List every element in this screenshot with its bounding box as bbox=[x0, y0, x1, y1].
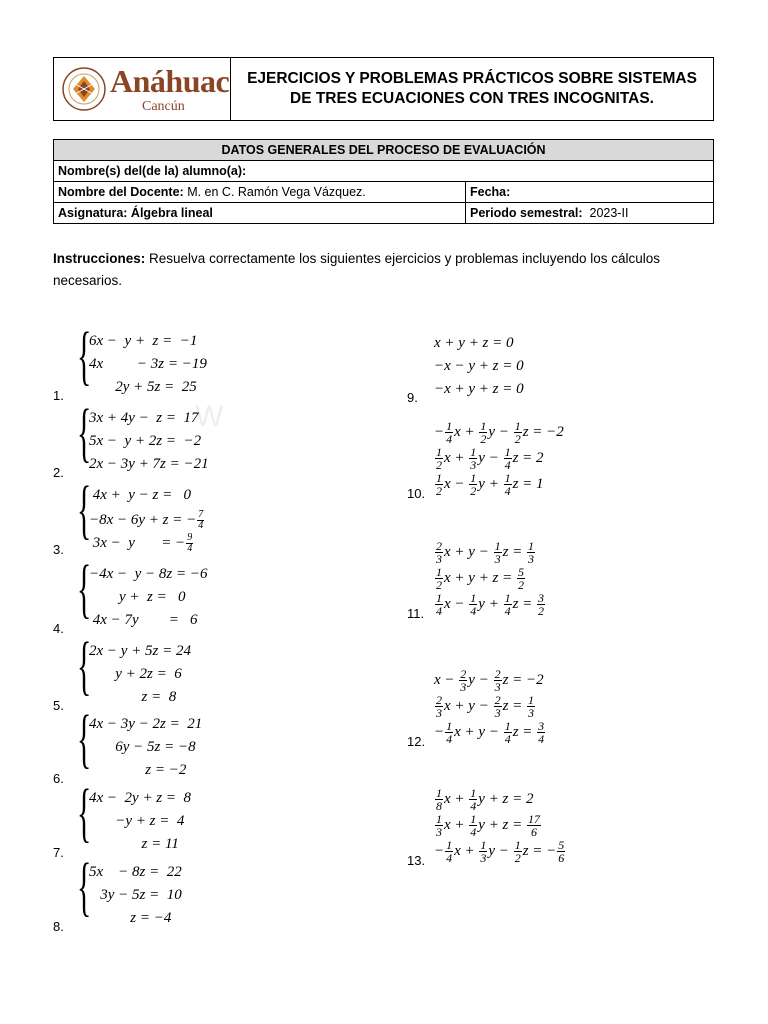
fraction: $\frac{1}{2}$ bbox=[470, 471, 477, 498]
equation: 4x + y − z = 0 bbox=[89, 487, 192, 503]
date-field: Fecha: bbox=[466, 182, 714, 203]
period-value: 2023-II bbox=[589, 206, 629, 220]
equation: $\frac{1}{8}$ x + $\frac{1}{4}$ y + z = 2 bbox=[436, 786, 534, 813]
problem-number: 4. bbox=[53, 621, 64, 636]
equation: − $\frac{1}{4}$ x + $\frac{1}{2}$ y − $\frac{1}{2}$ z = −2 bbox=[434, 419, 564, 446]
fraction: $\frac{1}{4}$ bbox=[446, 719, 453, 746]
student-name-field: Nombre(s) del(de la) alumno(a): bbox=[54, 161, 714, 182]
equation: −8x − 6y + z = − $\frac{7}{4}$ bbox=[89, 509, 204, 531]
logo bbox=[54, 58, 231, 120]
equation: −4x − y − 8z = −6 bbox=[89, 566, 208, 582]
equation: −x − y + z = 0 bbox=[434, 358, 524, 374]
equation: $\frac{2}{3}$ x + y − $\frac{1}{3}$ z = $\frac{1}{3}$ bbox=[436, 539, 535, 566]
document-title: EJERCICIOS Y PROBLEMAS PRÁCTICOS SOBRE SISTEMAS DE TRES ECUACIONES CON TRES INCOGNITAS. bbox=[247, 70, 697, 107]
equation: $\frac{1}{2}$ x + y + z = $\frac{5}{2}$ bbox=[436, 565, 525, 592]
fraction: $\frac{9}{4}$ bbox=[187, 532, 193, 554]
equation: 2y + 5z = 25 bbox=[89, 379, 197, 395]
equation: 6x − y + z = −1 bbox=[89, 333, 198, 349]
fraction: $\frac{1}{3}$ bbox=[528, 693, 535, 720]
fraction: $\frac{17}{6}$ bbox=[528, 812, 541, 839]
brace-icon: { bbox=[77, 396, 92, 469]
fraction: $\frac{1}{4}$ bbox=[504, 591, 511, 618]
problem-number: 11. bbox=[407, 606, 425, 621]
fraction: $\frac{2}{3}$ bbox=[494, 667, 501, 694]
period-cell bbox=[466, 203, 714, 224]
problem-number: 9. bbox=[407, 390, 418, 405]
teacher-label: Nombre del Docente: bbox=[58, 185, 184, 199]
equation: −y + z = 4 bbox=[89, 813, 185, 829]
equation: z = 11 bbox=[89, 836, 179, 852]
brace-icon: { bbox=[77, 629, 92, 702]
problem-number: 7. bbox=[53, 845, 64, 860]
equation: y + z = 0 bbox=[89, 589, 186, 605]
general-data-heading: DATOS GENERALES DEL PROCESO DE EVALUACIÓN bbox=[54, 140, 714, 161]
fraction: $\frac{1}{4}$ bbox=[504, 471, 511, 498]
problem-number: 8. bbox=[53, 919, 64, 934]
teacher-cell bbox=[54, 182, 466, 203]
fraction: $\frac{1}{4}$ bbox=[470, 786, 477, 813]
equation: −x + y + z = 0 bbox=[434, 381, 524, 397]
instructions-label: Instrucciones: bbox=[53, 251, 146, 266]
brace-icon: { bbox=[77, 702, 92, 775]
fraction: $\frac{3}{2}$ bbox=[538, 591, 545, 618]
problem-number: 3. bbox=[53, 542, 64, 557]
equation: x − $\frac{2}{3}$ y − $\frac{2}{3}$ z = −2 bbox=[434, 667, 544, 694]
fraction: $\frac{5}{6}$ bbox=[558, 838, 565, 865]
logo-name: Anáhuac bbox=[110, 63, 230, 99]
fraction: $\frac{1}{4}$ bbox=[470, 812, 477, 839]
logo-campus: Cancún bbox=[142, 99, 185, 114]
subject-cell: Asignatura: Álgebra lineal bbox=[54, 203, 466, 224]
equation: − $\frac{1}{4}$ x + $\frac{1}{3}$ y − $\frac{1}{2}$ z = − $\frac{5}{6}$ bbox=[434, 838, 565, 865]
period-label: Periodo semestral: bbox=[470, 206, 583, 220]
fraction: $\frac{1}{2}$ bbox=[436, 565, 442, 592]
instructions bbox=[53, 248, 713, 292]
fraction: $\frac{1}{2}$ bbox=[514, 838, 521, 865]
equation: $\frac{1}{2}$ x + $\frac{1}{3}$ y − $\frac{1}{4}$ z = 2 bbox=[436, 445, 544, 472]
problem-number: 10. bbox=[407, 486, 426, 501]
fraction: $\frac{1}{2}$ bbox=[436, 471, 442, 498]
brace-icon: { bbox=[77, 552, 92, 625]
equation: z = −2 bbox=[89, 762, 187, 778]
fraction: $\frac{1}{3}$ bbox=[436, 812, 442, 839]
fraction: $\frac{1}{3}$ bbox=[480, 838, 487, 865]
problem-number: 13. bbox=[407, 853, 426, 868]
fraction: $\frac{1}{3}$ bbox=[494, 539, 501, 566]
equation: 2x − 3y + 7z = −21 bbox=[89, 456, 209, 472]
equation: y + 2z = 6 bbox=[89, 666, 182, 682]
equation: $\frac{2}{3}$ x + y − $\frac{2}{3}$ z = $\frac{1}{3}$ bbox=[436, 693, 535, 720]
fraction: $\frac{1}{4}$ bbox=[470, 591, 477, 618]
equation: z = 8 bbox=[89, 689, 177, 705]
fraction: $\frac{1}{4}$ bbox=[504, 719, 511, 746]
problem-number: 2. bbox=[53, 465, 64, 480]
fraction: $\frac{1}{4}$ bbox=[504, 445, 511, 472]
equation: 4x − 7y = 6 bbox=[89, 612, 198, 628]
fraction: $\frac{1}{4}$ bbox=[436, 591, 442, 618]
fraction: $\frac{7}{4}$ bbox=[198, 509, 204, 531]
document-header bbox=[53, 57, 714, 121]
fraction: $\frac{1}{8}$ bbox=[436, 786, 442, 813]
equation: $\frac{1}{3}$ x + $\frac{1}{4}$ y + z = $\frac{17}{6}$ bbox=[436, 812, 541, 839]
equation: 3y − 5z = 10 bbox=[89, 887, 182, 903]
equation: 3x − y = − $\frac{9}{4}$ bbox=[89, 532, 193, 554]
equation: $\frac{1}{4}$ x − $\frac{1}{4}$ y + $\frac{1}{4}$ z = $\frac{3}{2}$ bbox=[436, 591, 545, 618]
problem-number: 12. bbox=[407, 734, 426, 749]
equation: $\frac{1}{2}$ x − $\frac{1}{2}$ y + $\frac{1}{4}$ z = 1 bbox=[436, 471, 544, 498]
fraction: $\frac{1}{4}$ bbox=[446, 419, 453, 446]
fraction: $\frac{1}{4}$ bbox=[446, 838, 453, 865]
equation: 5x − 8z = 22 bbox=[89, 864, 182, 880]
fraction: $\frac{2}{3}$ bbox=[436, 693, 442, 720]
general-data-table bbox=[53, 139, 714, 224]
equation: 3x + 4y − z = 17 bbox=[89, 410, 199, 426]
equation: x + y + z = 0 bbox=[434, 335, 514, 351]
fraction: $\frac{1}{2}$ bbox=[436, 445, 442, 472]
brace-icon: { bbox=[77, 319, 92, 392]
fraction: $\frac{1}{2}$ bbox=[514, 419, 521, 446]
fraction: $\frac{5}{2}$ bbox=[518, 565, 525, 592]
problem-number: 1. bbox=[53, 388, 64, 403]
equation: 6y − 5z = −8 bbox=[89, 739, 196, 755]
brace-icon: { bbox=[77, 850, 92, 923]
watermark: W bbox=[195, 400, 224, 433]
fraction: $\frac{2}{3}$ bbox=[436, 539, 442, 566]
university-seal-icon bbox=[61, 66, 107, 112]
teacher-value: M. en C. Ramón Vega Vázquez. bbox=[183, 185, 366, 199]
fraction: $\frac{1}{3}$ bbox=[528, 539, 535, 566]
equation: − $\frac{1}{4}$ x + y − $\frac{1}{4}$ z = $\frac{3}{4}$ bbox=[434, 719, 545, 746]
equation: 5x − y + 2z = −2 bbox=[89, 433, 202, 449]
fraction: $\frac{3}{4}$ bbox=[538, 719, 545, 746]
equation: z = −4 bbox=[89, 910, 172, 926]
fraction: $\frac{2}{3}$ bbox=[460, 667, 467, 694]
equation: 4x − 3y − 2z = 21 bbox=[89, 716, 203, 732]
fraction: $\frac{2}{3}$ bbox=[494, 693, 501, 720]
instructions-text: Resuelva correctamente los siguientes ejercicios y problemas incluyendo los cálculos necesarios. bbox=[53, 251, 661, 288]
problem-number: 6. bbox=[53, 771, 64, 786]
problem-number: 5. bbox=[53, 698, 64, 713]
fraction: $\frac{1}{2}$ bbox=[480, 419, 487, 446]
brace-icon: { bbox=[77, 473, 92, 546]
brace-icon: { bbox=[77, 776, 92, 849]
equation: 4x − 3z = −19 bbox=[89, 356, 207, 372]
equation: 4x − 2y + z = 8 bbox=[89, 790, 192, 806]
fraction: $\frac{1}{3}$ bbox=[470, 445, 477, 472]
equation: 2x − y + 5z = 24 bbox=[89, 643, 192, 659]
